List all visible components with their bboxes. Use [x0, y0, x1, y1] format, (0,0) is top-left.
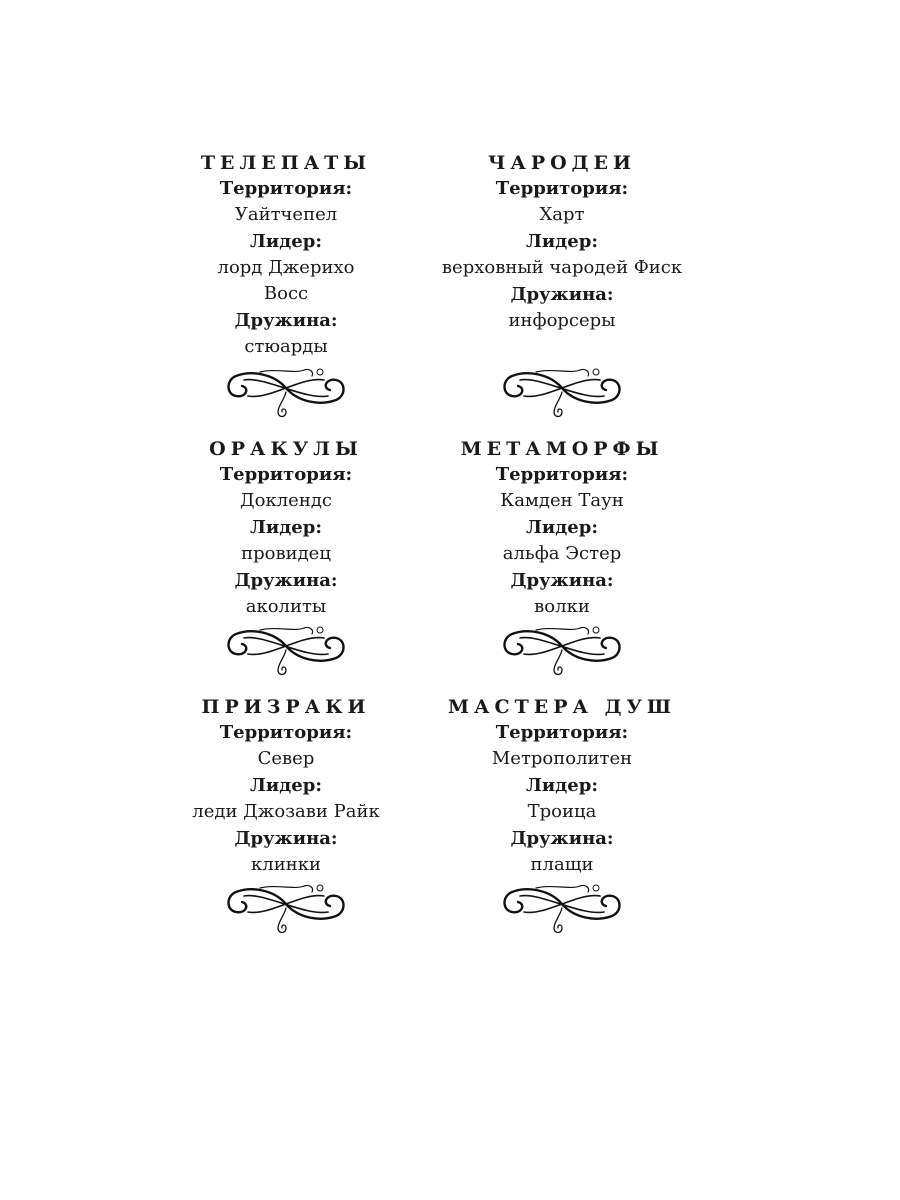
territory-value: Харт	[539, 204, 585, 225]
faction-title: МЕТАМОРФЫ	[460, 438, 664, 460]
guard-value: клинки	[251, 854, 321, 875]
territory-value: Камден Таун	[500, 490, 624, 511]
leader-value: провидец	[241, 543, 331, 564]
guard-label: Дружина:	[510, 828, 614, 849]
leader-label: Лидер:	[526, 517, 598, 538]
territory-label: Территория:	[495, 178, 629, 199]
leader-value-continued: Восс	[263, 283, 309, 304]
guard-label: Дружина:	[234, 570, 338, 591]
territory-label: Территория:	[495, 722, 629, 743]
faction-title: ОРАКУЛЫ	[209, 438, 363, 460]
guard-value: плащи	[530, 854, 594, 875]
faction-ghosts	[136, 694, 436, 952]
faction-title: ПРИЗРАКИ	[201, 696, 371, 718]
guard-value: аколиты	[245, 596, 327, 617]
leader-value: лорд Джерихо	[217, 257, 355, 278]
territory-label: Территория:	[219, 464, 353, 485]
leader-value: леди Джозави Райк	[192, 801, 380, 822]
faction-metamorphs	[412, 436, 712, 694]
leader-value: Троица	[527, 801, 597, 822]
guard-label: Дружина:	[510, 284, 614, 305]
faction-title: ЧАРОДЕИ	[488, 152, 636, 174]
territory-value: Метрополитен	[491, 748, 633, 769]
flourish-ornament-icon	[224, 624, 348, 678]
left-column	[136, 150, 436, 952]
leader-label: Лидер:	[250, 775, 322, 796]
guard-value: стюарды	[244, 336, 328, 357]
territory-value: Доклендс	[240, 490, 332, 511]
flourish-ornament-icon	[224, 366, 348, 420]
leader-label: Лидер:	[526, 775, 598, 796]
guard-label: Дружина:	[234, 310, 338, 331]
territory-value: Север	[257, 748, 315, 769]
territory-label: Территория:	[495, 464, 629, 485]
territory-label: Территория:	[219, 178, 353, 199]
leader-value: альфа Эстер	[502, 543, 622, 564]
flourish-ornament-icon	[224, 882, 348, 936]
leader-label: Лидер:	[250, 231, 322, 252]
leader-label: Лидер:	[526, 231, 598, 252]
leader-value: верховный чародей Фиск	[441, 257, 683, 278]
guard-value: инфорсеры	[508, 310, 616, 331]
guard-value: волки	[534, 596, 590, 617]
territory-value: Уайтчепел	[234, 204, 338, 225]
guard-label: Дружина:	[510, 570, 614, 591]
faction-title: ТЕЛЕПАТЫ	[200, 152, 372, 174]
guard-label: Дружина:	[234, 828, 338, 849]
leader-label: Лидер:	[250, 517, 322, 538]
right-column	[412, 150, 712, 952]
faction-title: МАСТЕРА ДУШ	[447, 696, 677, 718]
faction-telepaths	[136, 150, 436, 436]
territory-label: Территория:	[219, 722, 353, 743]
flourish-ornament-icon	[500, 366, 624, 420]
flourish-ornament-icon	[500, 624, 624, 678]
flourish-ornament-icon	[500, 882, 624, 936]
faction-sorcerers	[412, 150, 712, 436]
faction-oracles	[136, 436, 436, 694]
faction-soul-masters	[412, 694, 712, 952]
